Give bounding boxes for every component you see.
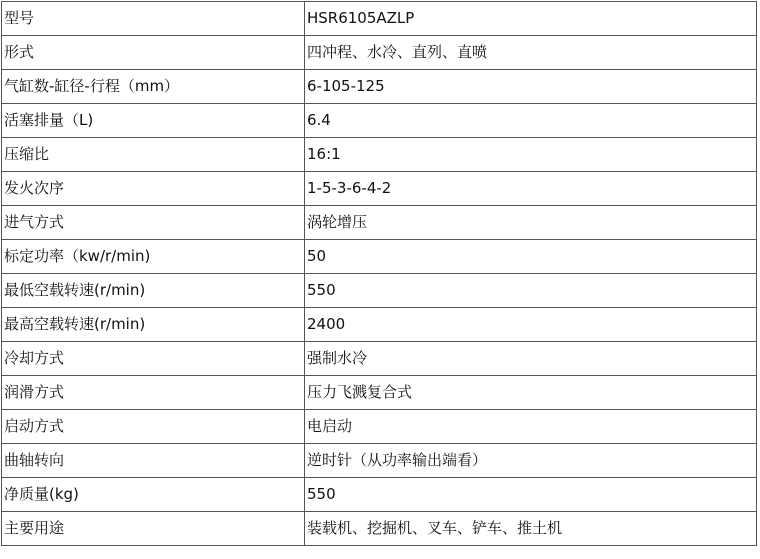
spec-label: 最低空载转速(r/min) [2,274,305,308]
spec-label: 启动方式 [2,410,305,444]
table-row [2,104,757,138]
table-row [2,36,757,70]
table-row [2,410,757,444]
spec-value: 550 [305,478,757,512]
spec-label: 进气方式 [2,206,305,240]
spec-value: 550 [305,274,757,308]
engine-spec-table [1,1,757,546]
table-row [2,240,757,274]
spec-label: 气缸数-缸径-行程（mm） [2,70,305,104]
spec-label: 润滑方式 [2,376,305,410]
spec-value: 涡轮增压 [305,206,757,240]
spec-label: 形式 [2,36,305,70]
table-row [2,308,757,342]
spec-label: 净质量(kg) [2,478,305,512]
spec-value: 四冲程、水冷、直列、直喷 [305,36,757,70]
table-row [2,70,757,104]
spec-value: 强制水冷 [305,342,757,376]
spec-value: 6.4 [305,104,757,138]
table-row [2,342,757,376]
table-row [2,478,757,512]
spec-label: 最高空载转速(r/min) [2,308,305,342]
spec-value: 压力飞溅复合式 [305,376,757,410]
spec-label: 标定功率（kw/r/min) [2,240,305,274]
spec-label: 冷却方式 [2,342,305,376]
table-row [2,172,757,206]
table-row [2,444,757,478]
spec-value: 1-5-3-6-4-2 [305,172,757,206]
spec-label: 主要用途 [2,512,305,546]
spec-label: 曲轴转向 [2,444,305,478]
spec-value: 电启动 [305,410,757,444]
spec-value: 6-105-125 [305,70,757,104]
table-row [2,274,757,308]
spec-label: 型号 [2,2,305,36]
spec-value: HSR6105AZLP [305,2,757,36]
spec-value: 16:1 [305,138,757,172]
spec-label: 发火次序 [2,172,305,206]
spec-value: 逆时针（从功率输出端看） [305,444,757,478]
spec-value: 装载机、挖掘机、叉车、铲车、推土机 [305,512,757,546]
spec-value: 2400 [305,308,757,342]
spec-value: 50 [305,240,757,274]
table-row [2,138,757,172]
spec-table-body [2,2,757,546]
table-row [2,376,757,410]
table-row [2,2,757,36]
spec-label: 活塞排量（L) [2,104,305,138]
table-row [2,512,757,546]
table-row [2,206,757,240]
spec-label: 压缩比 [2,138,305,172]
